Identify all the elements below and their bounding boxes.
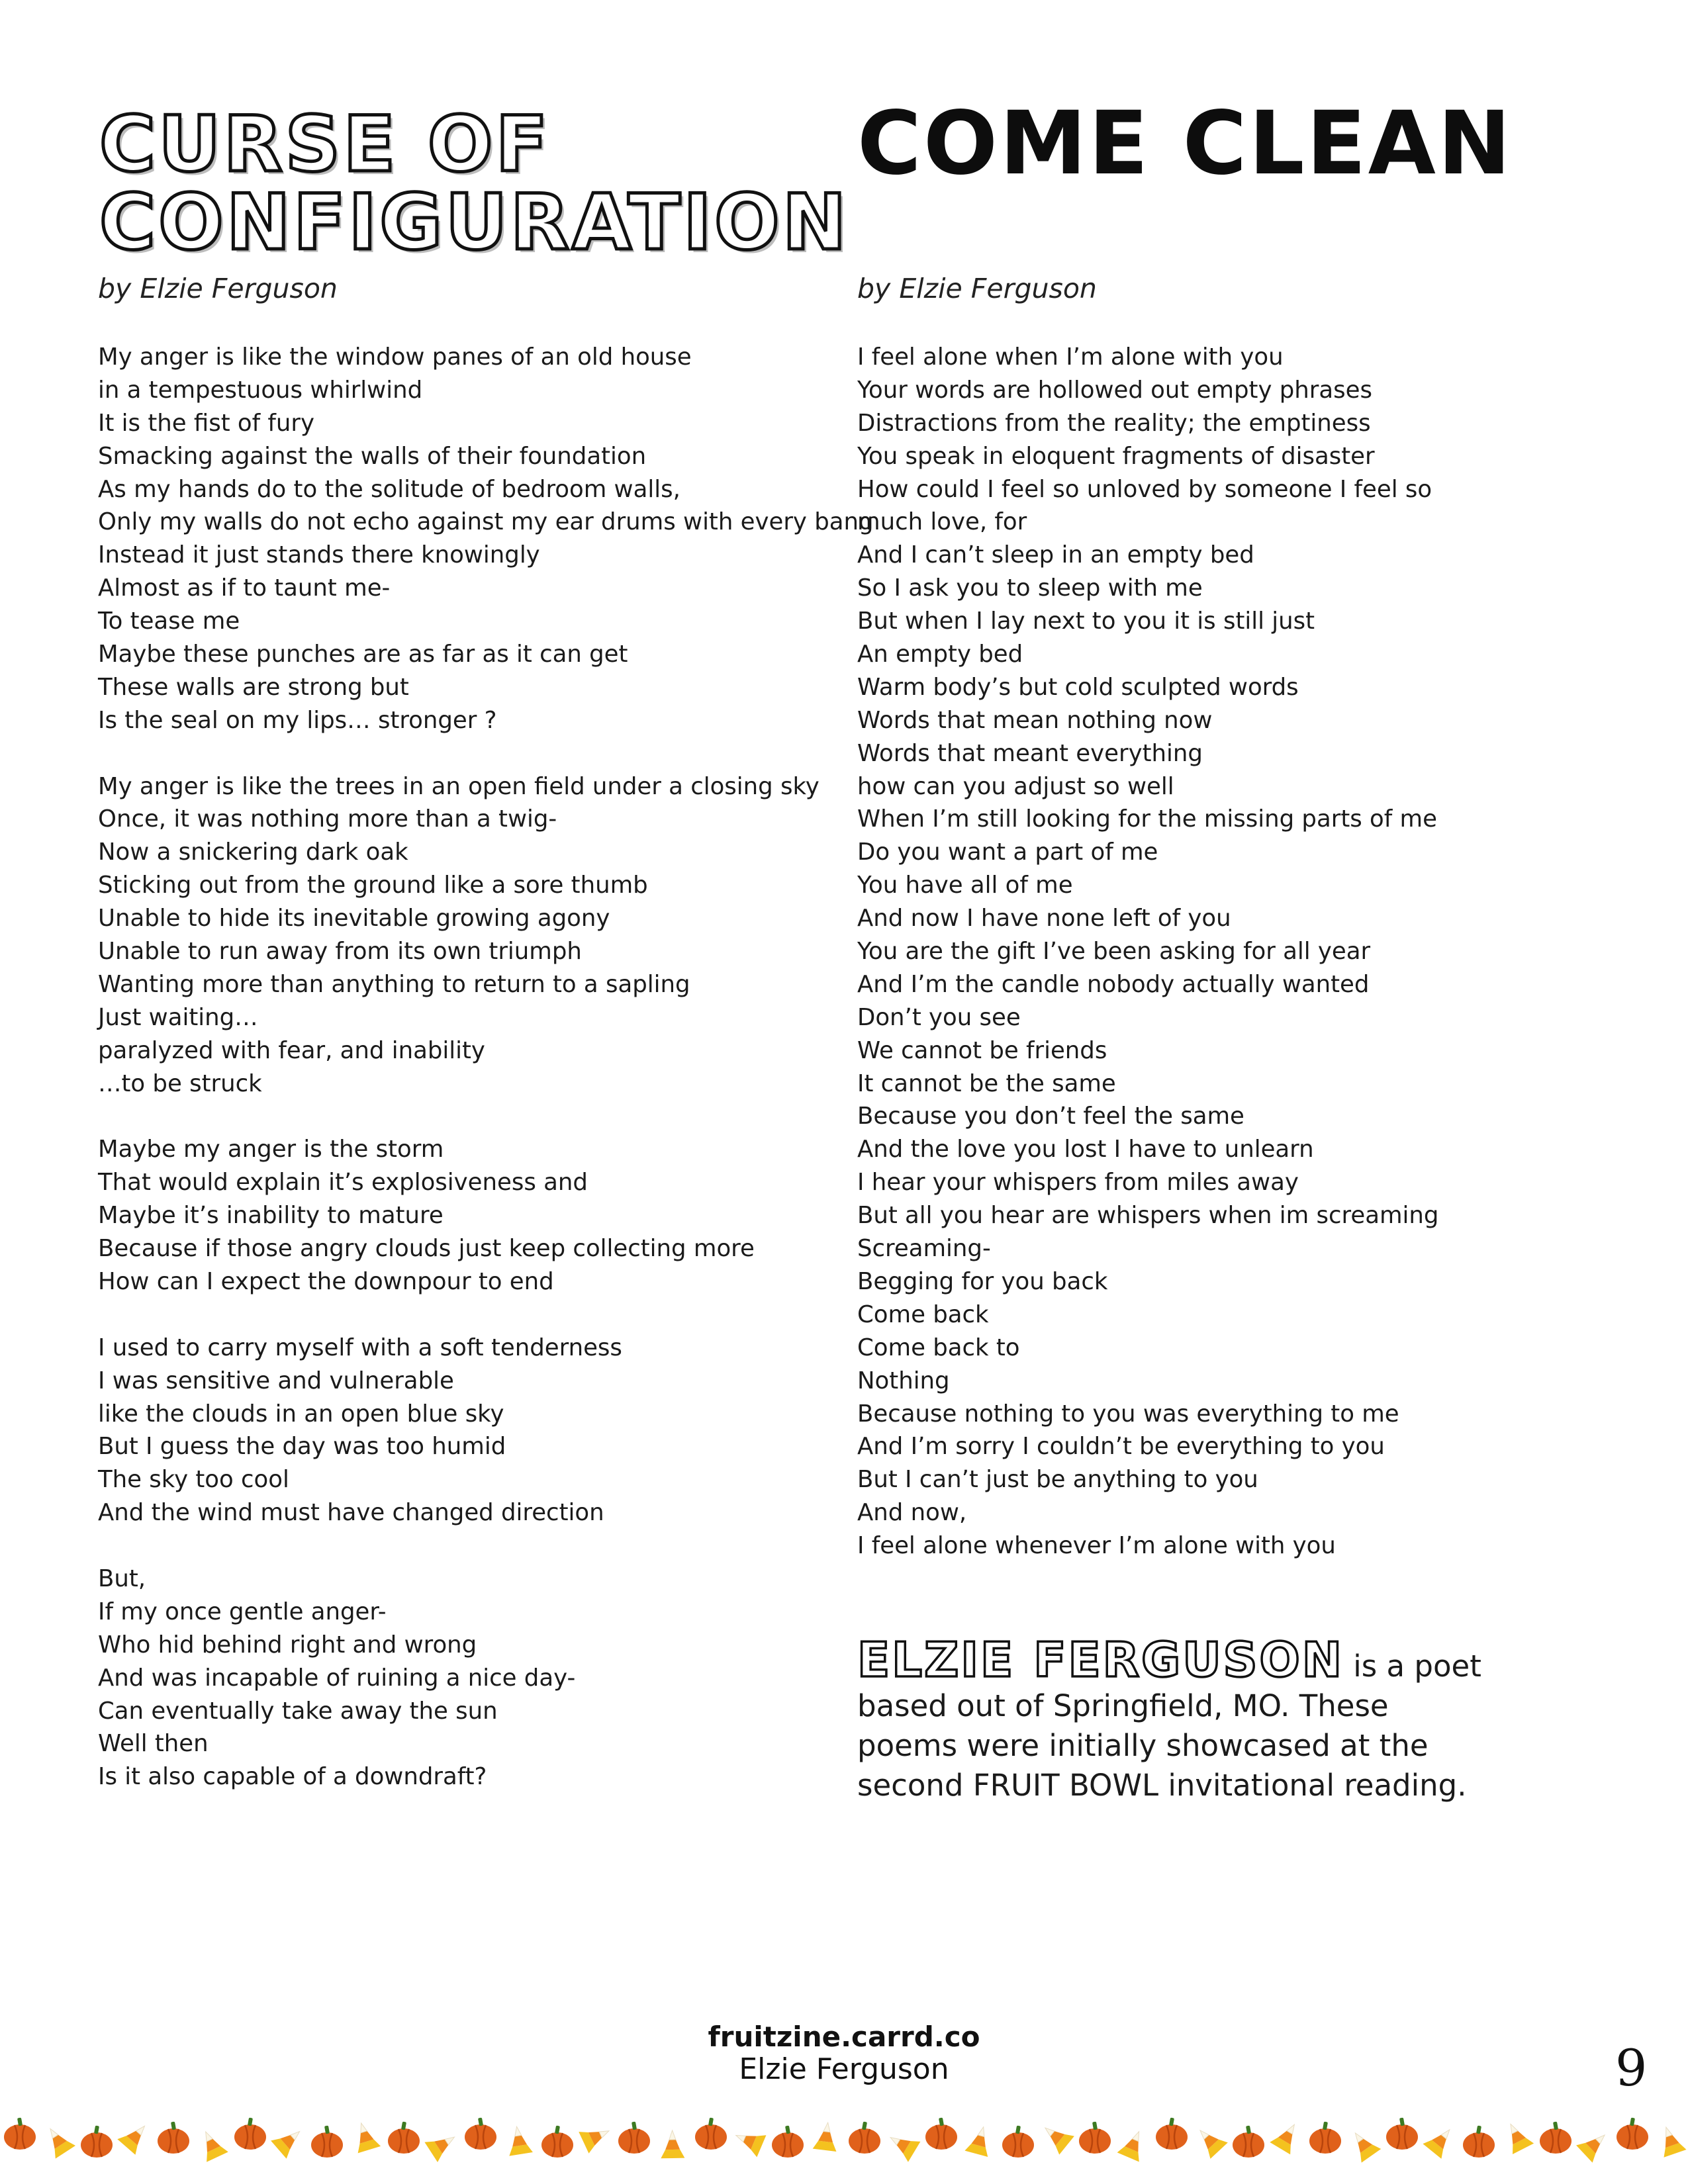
poem-line: I was sensitive and vulnerable [98, 1367, 454, 1394]
pumpkin-icon [1233, 2126, 1264, 2158]
candy-corn-icon [505, 2124, 533, 2156]
candy-corn-icon [964, 2124, 995, 2157]
poem-line: Is the seal on my lips… stronger ? [98, 706, 497, 734]
poem-stanza [857, 341, 1585, 1563]
poem-line: But when I lay next to you it is still just [857, 608, 1315, 635]
candy-corn-icon [1655, 2123, 1687, 2157]
left-poem-title-line-1: CURSE OF [99, 100, 551, 189]
candy-corn-icon [117, 2118, 154, 2155]
poem-line: Can eventually take away the sun [98, 1697, 498, 1725]
pumpkin-icon [1463, 2126, 1495, 2158]
poem-line: It cannot be the same [857, 1069, 1116, 1097]
poem-line: You have all of me [857, 872, 1073, 899]
author-bio [857, 1632, 1493, 1805]
pumpkin-icon [1156, 2118, 1188, 2150]
pumpkin-icon [1540, 2122, 1571, 2154]
pumpkin-icon [465, 2118, 496, 2150]
poem-line: Instead it just stands there knowingly [98, 541, 540, 569]
poem-line: Just waiting… [98, 1003, 258, 1031]
poem-line: When I’m still looking for the missing parts of me [857, 805, 1437, 833]
pumpkin-icon [772, 2126, 804, 2158]
left-poem-byline: by Elzie Ferguson [98, 273, 338, 304]
pumpkin-icon [618, 2122, 650, 2154]
poem-line: As my hands do to the solitude of bedroom walls, [98, 475, 680, 503]
poem-line: Words that meant everything [857, 739, 1203, 767]
candy-corn-icon [579, 2120, 614, 2153]
poem-line: And I’m sorry I couldn’t be everything to you [857, 1433, 1385, 1461]
poem-line: Nothing [857, 1367, 950, 1394]
candy-corn-icon [731, 2124, 767, 2158]
poem-line: paralyzed with fear, and inability [98, 1036, 485, 1064]
poem-line: Screaming- [857, 1235, 991, 1263]
candy-corn-icon [1270, 2118, 1304, 2155]
footer-author: Elzie Ferguson [739, 2052, 949, 2086]
poem-line: Maybe my anger is the storm [98, 1136, 444, 1163]
poem-line: Do you want a part of me [857, 839, 1158, 866]
poem-line: like the clouds in an open blue sky [98, 1400, 504, 1428]
right-poem-title: COME CLEAN [857, 93, 1513, 195]
pumpkin-icon [1386, 2118, 1418, 2150]
pumpkin-icon [1617, 2118, 1648, 2150]
poem-line: how can you adjust so well [857, 772, 1174, 800]
poem-line: And the love you lost I have to unlearn [857, 1136, 1314, 1163]
poem-line: Unable to run away from its own triumph [98, 938, 582, 966]
poem-line: I hear your whispers from miles away [857, 1169, 1299, 1197]
left-poem-title [99, 100, 849, 268]
candy-corn-icon [350, 2120, 381, 2154]
pumpkin-icon [849, 2122, 880, 2154]
candy-corn-icon [1500, 2118, 1534, 2154]
poem-line: To tease me [98, 608, 240, 635]
poem-line: You are the gift I’ve been asking for all year [857, 938, 1371, 966]
poem-line: But I guess the day was too humid [98, 1433, 506, 1461]
poem-stanza [98, 1133, 826, 1298]
candy-corn-icon [195, 2126, 228, 2161]
poem-line: My anger is like the window panes of an old house [98, 343, 692, 371]
poem-line: Maybe these punches are as far as it can get [98, 641, 628, 668]
pumpkin-icon [541, 2126, 573, 2158]
poem-line: Only my walls do not echo against my ear drums with every bang [98, 508, 874, 536]
candy-corn-icon [1346, 2126, 1382, 2163]
left-poem-body [98, 341, 874, 1794]
poem-line: Because if those angry clouds just keep collecting more [98, 1235, 755, 1263]
poem-line: You speak in eloquent fragments of disaster [857, 442, 1375, 470]
candy-corn-icon [271, 2122, 307, 2159]
poem-line: How can I expect the downpour to end [98, 1267, 554, 1295]
pumpkin-icon [1002, 2126, 1034, 2158]
poem-line: Well then [98, 1730, 209, 1758]
candy-corn-icon [1423, 2122, 1458, 2159]
pumpkin-icon [81, 2126, 113, 2158]
poem-line: And the wind must have changed direction [98, 1499, 604, 1527]
poem-line: That would explain it’s explosiveness and [98, 1169, 588, 1197]
poem-line: Wanting more than anything to return to a sapling [98, 970, 690, 998]
pumpkin-icon [695, 2118, 727, 2150]
poem-line: The sky too cool [98, 1466, 289, 1494]
poem-stanza [98, 770, 826, 1101]
poem-line: And I can’t sleep in an empty bed [857, 541, 1254, 569]
poem-line: I feel alone when I’m alone with you [857, 343, 1284, 371]
poem-line: in a tempestuous whirlwind [98, 376, 423, 404]
poem-line: My anger is like the trees in an open field under a closing sky [98, 772, 820, 800]
pumpkin-icon [4, 2118, 36, 2150]
bio-author-name: ELZIE FERGUSON [857, 1632, 1344, 1688]
candy-corn-icon [424, 2127, 461, 2162]
poem-line: It is the fist of fury [98, 409, 315, 437]
poem-line: Because nothing to you was everything to me [857, 1400, 1399, 1428]
poem-line: Because you don’t feel the same [857, 1103, 1244, 1130]
poem-line: So I ask you to sleep with me [857, 574, 1203, 602]
poem-line: Once, it was nothing more than a twig- [98, 805, 557, 833]
poem-line: Begging for you back [857, 1267, 1108, 1295]
poem-line: But all you hear are whispers when im screaming [857, 1202, 1439, 1230]
poem-line: Unable to hide its inevitable growing agony [98, 905, 610, 933]
pumpkin-icon [925, 2118, 957, 2150]
footer-website-link[interactable]: fruitzine.carrd.co [708, 2021, 980, 2053]
poem-line: I feel alone whenever I’m alone with you [857, 1532, 1336, 1560]
poem-line: Maybe it’s inability to mature [98, 1202, 444, 1230]
poem-line: And now, [857, 1499, 967, 1527]
candy-corn-icon [1576, 2126, 1613, 2163]
candy-corn-icon [884, 2127, 921, 2161]
poem-line: …to be struck [98, 1069, 262, 1097]
candy-corn-icon [1192, 2122, 1228, 2159]
bio-text-start: is a poet [1344, 1649, 1481, 1684]
poem-line: How could I feel so unloved by someone I feel so [857, 475, 1432, 503]
poem-line: I used to carry myself with a soft tenderness [98, 1334, 622, 1361]
poem-line: We cannot be friends [857, 1036, 1107, 1064]
left-poem-title-line-2: CONFIGURATION [99, 178, 849, 268]
poem-line: Don’t you see [857, 1003, 1021, 1031]
poem-line: And now I have none left of you [857, 905, 1231, 933]
pumpkin-icon [388, 2122, 420, 2154]
pumpkin-icon [234, 2118, 266, 2150]
poem-line: But, [98, 1565, 146, 1592]
poem-line: And I’m the candle nobody actually wanted [857, 970, 1370, 998]
poem-line: But I can’t just be anything to you [857, 1466, 1258, 1494]
poem-line: If my once gentle anger- [98, 1598, 387, 1625]
candy-corn-icon [813, 2121, 840, 2152]
poem-line: Distractions from the reality; the emptiness [857, 409, 1371, 437]
right-poem-body [857, 341, 1585, 1563]
poem-line: Who hid behind right and wrong [98, 1631, 477, 1659]
poem-line: And was incapable of ruining a nice day- [98, 1664, 576, 1692]
poem-line: Come back [857, 1300, 989, 1328]
page-number: 9 [1615, 2038, 1648, 2097]
poem-line: Warm body’s but cold sculpted words [857, 673, 1299, 701]
bio-text-rest: based out of Springfield, MO. These poems were initially showcased at the second FRUIT BOWL invitational reading. [857, 1688, 1467, 1803]
poem-line: Smacking against the walls of their foundation [98, 442, 647, 470]
candy-corn-icon [1038, 2118, 1074, 2154]
poem-line: Come back to [857, 1334, 1020, 1361]
poem-line: An empty bed [857, 641, 1023, 668]
poem-line: Your words are hollowed out empty phrases [857, 376, 1372, 404]
pumpkin-icon [311, 2126, 343, 2158]
poem-line: These walls are strong but [98, 673, 409, 701]
poem-line: Now a snickering dark oak [98, 839, 408, 866]
poem-stanza [98, 341, 874, 737]
pumpkin-icon [1079, 2122, 1111, 2154]
poem-line: Sticking out from the ground like a sore thumb [98, 872, 648, 899]
candy-corn-icon [40, 2122, 75, 2159]
pumpkin-icon [1309, 2122, 1341, 2154]
poem-line: Almost as if to taunt me- [98, 574, 391, 602]
pumpkin-candy-corn-border [0, 2085, 1688, 2184]
pumpkin-icon [158, 2122, 189, 2154]
poem-line: much love, for [857, 508, 1027, 536]
poem-stanza [98, 1332, 826, 1529]
poem-line: Is it also capable of a downdraft? [98, 1763, 487, 1791]
candy-corn-icon [1117, 2127, 1150, 2162]
poem-line: Words that mean nothing now [857, 706, 1213, 734]
right-poem-byline: by Elzie Ferguson [857, 273, 1097, 304]
poem-stanza [98, 1563, 826, 1794]
candy-corn-icon [661, 2130, 685, 2159]
